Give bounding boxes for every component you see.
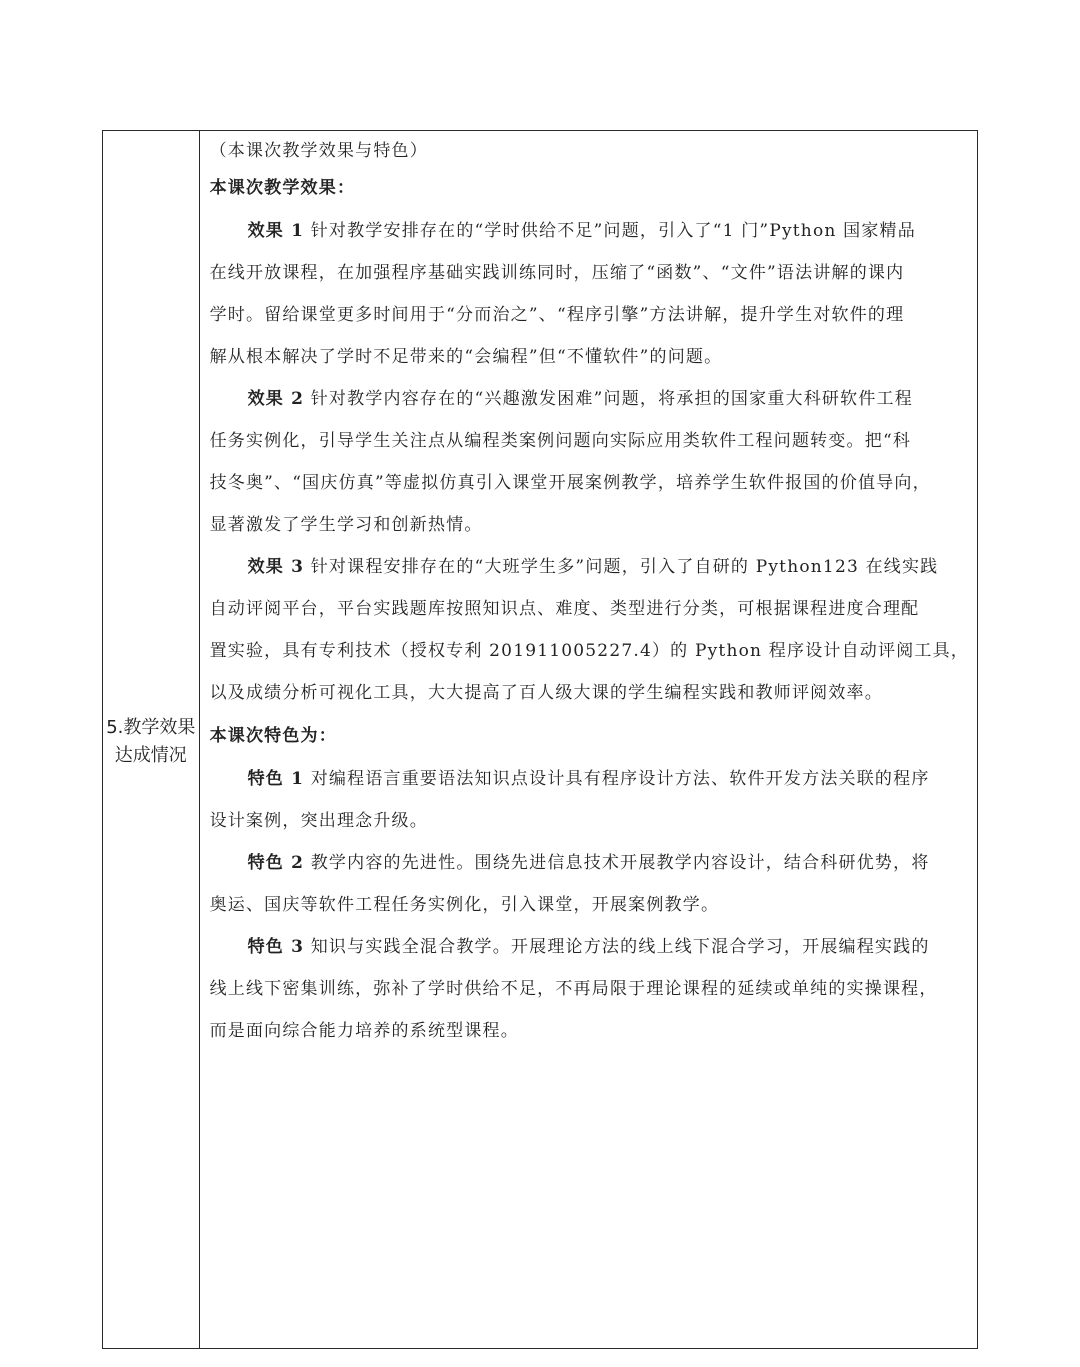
- effect-1-text-2: 在线开放课程，在加强程序基础实践训练同时，压缩了“函数”、“文件”语法讲解的课内: [209, 263, 905, 283]
- features-heading: 本课次特色为：: [209, 726, 337, 746]
- effect-1-line-1: [210, 210, 969, 252]
- feature-3-label: 特色 3: [247, 937, 305, 957]
- feature-3-line-1: [210, 926, 969, 968]
- effect-3-line-1: [210, 546, 969, 588]
- feature-3-line-3: [210, 1010, 969, 1052]
- effect-1-label: 效果 1: [247, 221, 305, 241]
- feature-1-label: 特色 1: [247, 769, 305, 789]
- effect-2-text-2: 任务实例化，引导学生关注点从编程类案例问题向实际应用类软件工程问题转变。把“科: [209, 431, 912, 451]
- feature-2-line-1: [210, 842, 969, 884]
- effect-2-label: 效果 2: [247, 389, 305, 409]
- effect-3-text-3: 置实验，具有专利技术（授权专利 201911005227.4）的 Python 程序设计自动评阅工具，: [209, 641, 969, 661]
- effect-1-text-3: 学时。留给课堂更多时间用于“分而治之”、“程序引擎”方法讲解，提升学生对软件的理: [209, 305, 905, 325]
- effect-2-text-3: 技冬奥”、“国庆仿真”等虚拟仿真引入课堂开展案例教学，培养学生软件报国的价值导向，: [209, 473, 931, 493]
- effect-3-text-2: 自动评阅平台，平台实践题库按照知识点、难度、类型进行分类，可根据课程进度合理配: [209, 599, 920, 619]
- section-label-cell: [103, 131, 200, 1348]
- effect-3-text-4: 以及成绩分析可视化工具，大大提高了百人级大课的学生编程实践和教师评阅效率。: [209, 683, 883, 703]
- effect-2-line-4: [210, 504, 969, 546]
- feature-3-text-2: 线上线下密集训练，弥补了学时供给不足，不再局限于理论课程的延续或单纯的实操课程，: [209, 979, 938, 999]
- section-label: [103, 714, 199, 770]
- evaluation-table: [102, 130, 978, 1349]
- feature-1-line-1: [210, 758, 969, 800]
- feature-1-line-2: [210, 800, 969, 842]
- feature-3-line-2: [210, 968, 969, 1010]
- effect-2-text-1: 针对教学内容存在的“兴趣激发困难”问题，将承担的国家重大科研软件工程: [310, 389, 913, 409]
- effect-2-line-1: [210, 378, 969, 420]
- effect-2-line-3: [210, 462, 969, 504]
- section-content-cell: [200, 131, 977, 1348]
- feature-3-text-3: 而是面向综合能力培养的系统型课程。: [209, 1021, 519, 1041]
- feature-2-line-2: [210, 884, 969, 926]
- effect-1-line-4: [210, 336, 969, 378]
- section-label-line-2: 达成情况: [114, 745, 187, 766]
- effect-2-line-2: [210, 420, 969, 462]
- effects-heading: 本课次教学效果：: [209, 178, 356, 198]
- feature-3-text-1: 知识与实践全混合教学。开展理论方法的线上线下混合学习，开展编程实践的: [310, 937, 930, 957]
- effect-3-line-3: [210, 630, 969, 672]
- effect-3-line-2: [210, 588, 969, 630]
- content-hint: （本课次教学效果与特色）: [209, 141, 428, 161]
- effect-3-text-1: 针对课程安排存在的“大班学生多”问题，引入了自研的 Python123 在线实践: [310, 557, 939, 577]
- feature-1-text-2: 设计案例，突出理念升级。: [209, 811, 428, 831]
- effect-3-label: 效果 3: [247, 557, 305, 577]
- feature-1-text-1: 对编程语言重要语法知识点设计具有程序设计方法、软件开发方法关联的程序: [310, 769, 930, 789]
- section-label-line-1: 5.教学效果: [106, 717, 196, 738]
- feature-2-text-1: 教学内容的先进性。围绕先进信息技术开展教学内容设计，结合科研优势，将: [310, 853, 930, 873]
- effect-1-line-3: [210, 294, 969, 336]
- effect-1-text-1: 针对教学安排存在的“学时供给不足”问题，引入了“1 门”Python 国家精品: [310, 221, 916, 241]
- feature-2-text-2: 奥运、国庆等软件工程任务实例化，引入课堂，开展案例教学。: [209, 895, 720, 915]
- effect-1-text-4: 解从根本解决了学时不足带来的“会编程”但“不懂软件”的问题。: [209, 347, 723, 367]
- feature-2-label: 特色 2: [247, 853, 305, 873]
- effect-1-line-2: [210, 252, 969, 294]
- effect-2-text-4: 显著激发了学生学习和创新热情。: [209, 515, 483, 535]
- effect-3-line-4: [210, 672, 969, 714]
